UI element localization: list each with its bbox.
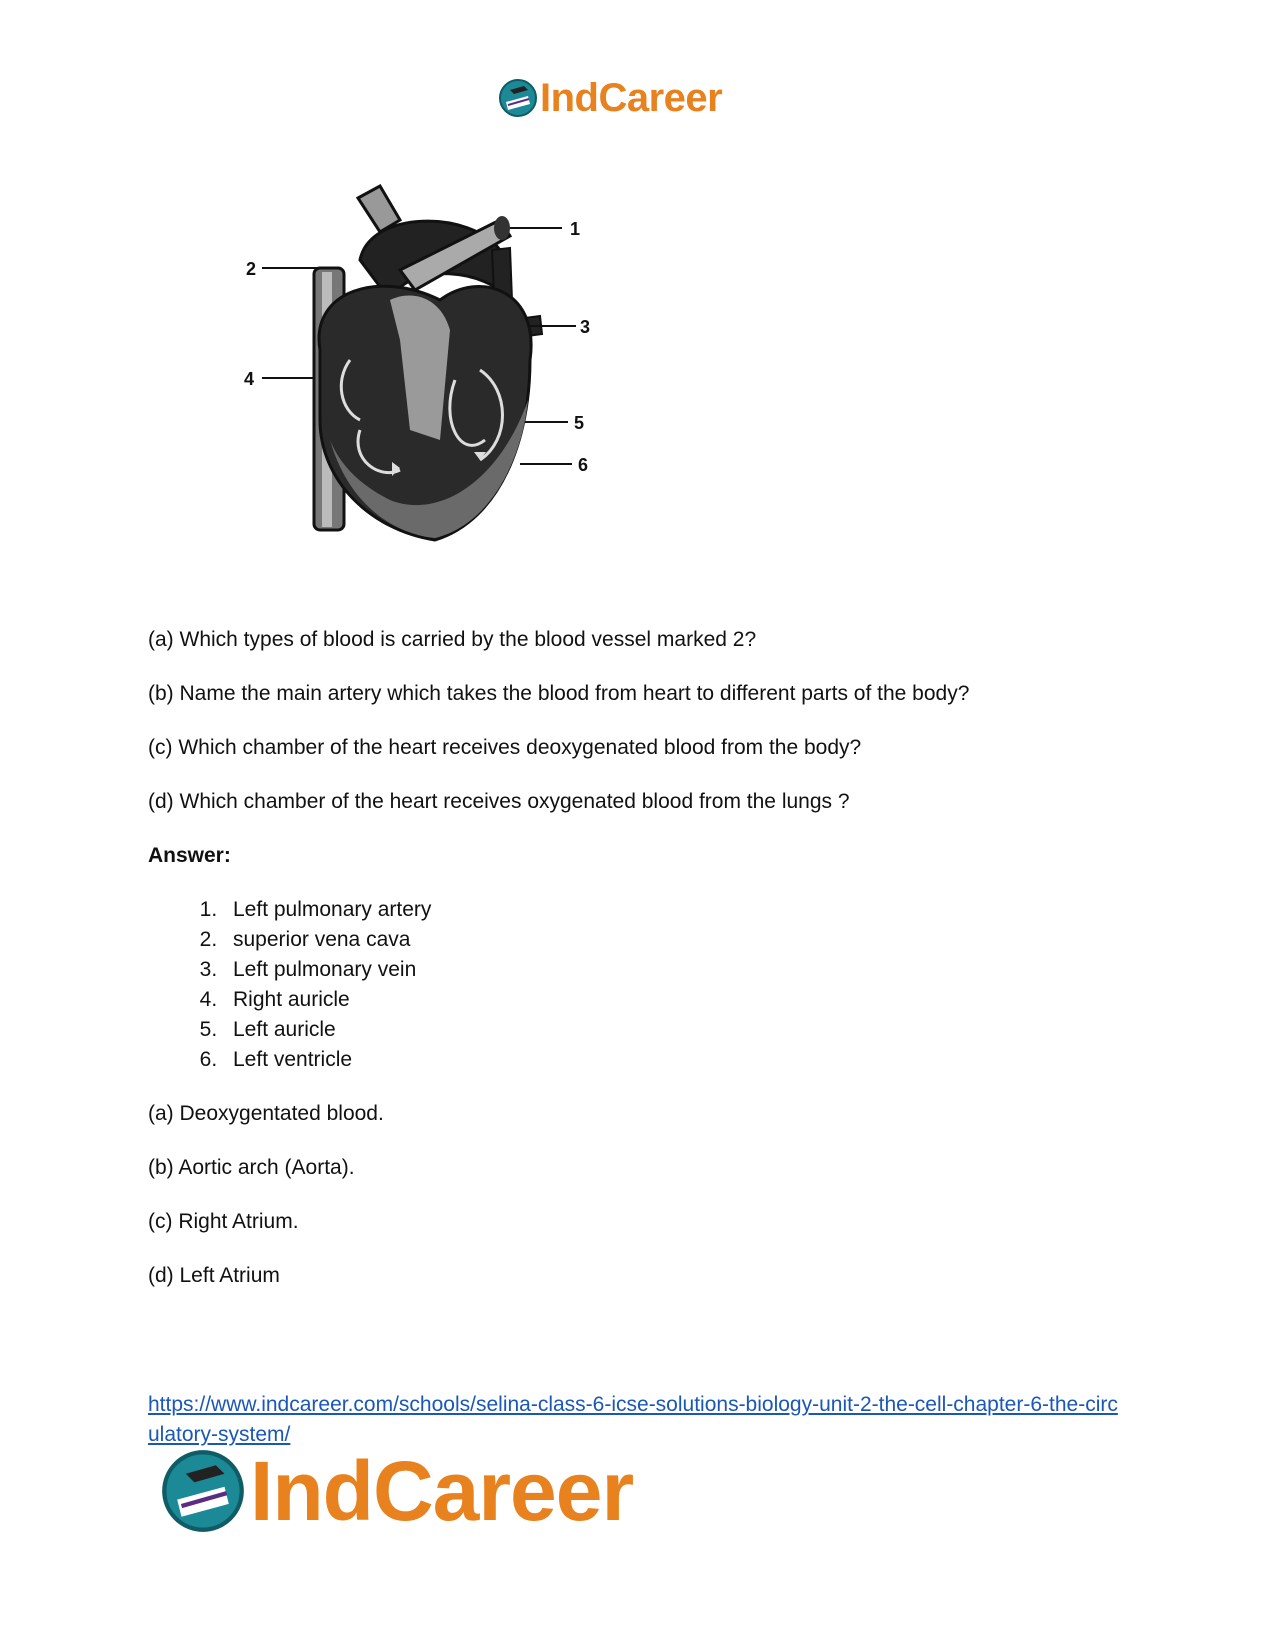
source-link[interactable]: https://www.indcareer.com/schools/selina-class-6-icse-solutions-biology-unit-2-the-cell-chapter-6-the-circulatory-system/: [148, 1393, 1118, 1446]
answer-list: [148, 895, 1148, 1075]
question-a: (a) Which types of blood is carried by the blood vessel marked 2?: [148, 628, 757, 651]
diagram-label-3: 3: [580, 317, 591, 337]
list-item: 4. Right auricle: [223, 985, 1148, 1015]
answer-d: (d) Left Atrium: [148, 1264, 280, 1287]
diagram-label-5: 5: [574, 413, 585, 433]
answer-title: Answer:: [148, 844, 231, 867]
brand-name: IndCareer: [250, 1444, 634, 1538]
list-item: 5. Left auricle: [223, 1015, 1148, 1045]
question-c: (c) Which chamber of the heart receives deoxygenated blood from the body?: [148, 736, 862, 759]
globe-book-icon: [160, 1448, 246, 1534]
globe-book-icon: [498, 78, 538, 118]
list-item: 2. superior vena cava: [223, 925, 1148, 955]
diagram-label-2: 2: [246, 259, 257, 279]
list-item: 3. Left pulmonary vein: [223, 955, 1148, 985]
answer-b: (b) Aortic arch (Aorta).: [148, 1156, 355, 1179]
diagram-label-4: 4: [244, 369, 255, 389]
answer-a: (a) Deoxygentated blood.: [148, 1102, 384, 1125]
heart-diagram: [240, 180, 660, 580]
list-item: 1. Left pulmonary artery: [223, 895, 1148, 925]
answer-c: (c) Right Atrium.: [148, 1210, 299, 1233]
header-logo: [498, 78, 722, 118]
question-b: (b) Name the main artery which takes the blood from heart to different parts of the body?: [148, 682, 970, 705]
diagram-label-1: 1: [570, 219, 581, 239]
diagram-label-6: 6: [578, 455, 589, 475]
list-item: 6. Left ventricle: [223, 1045, 1148, 1075]
brand-name: IndCareer: [540, 76, 723, 120]
content: [148, 625, 1148, 1315]
question-d: (d) Which chamber of the heart receives oxygenated blood from the lungs ?: [148, 790, 850, 813]
footer-logo: [160, 1444, 634, 1538]
